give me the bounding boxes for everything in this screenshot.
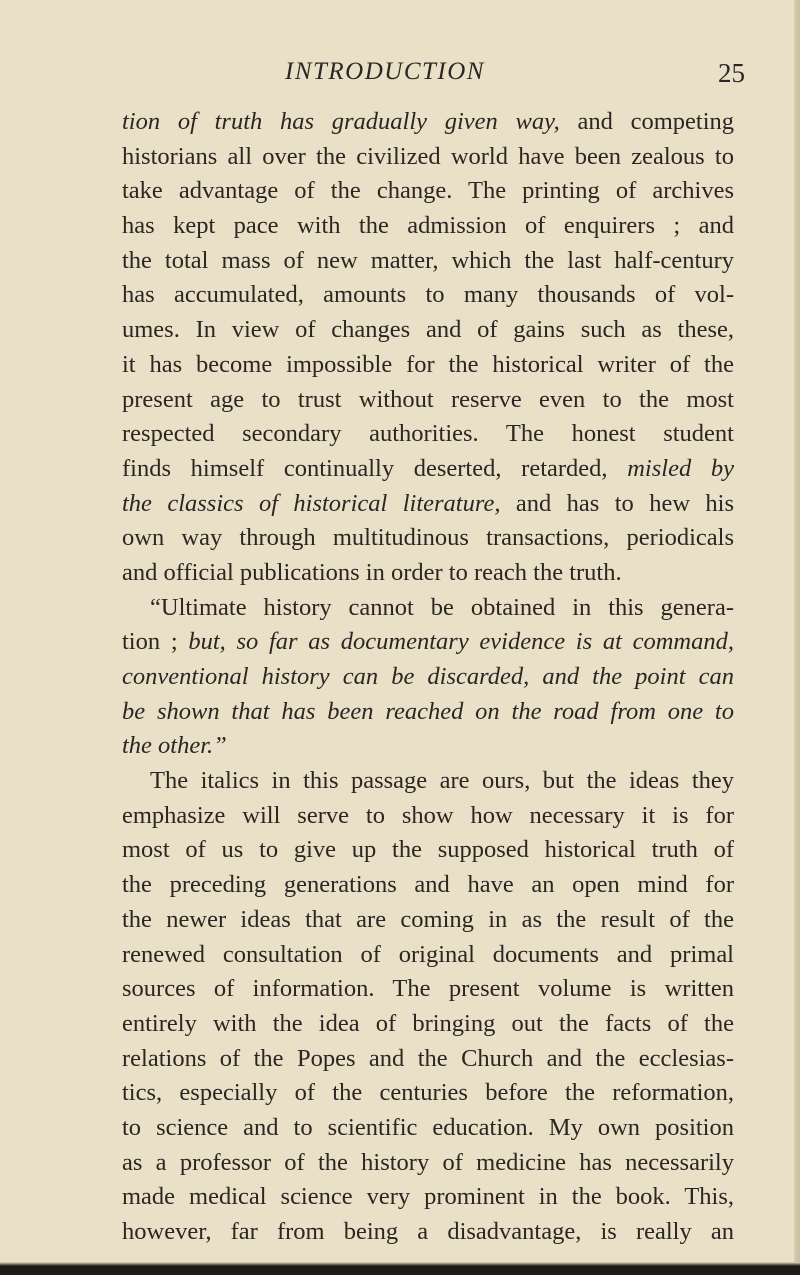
text-line	[122, 938, 734, 973]
text-segment: as a professor of the history of medicine has necessarily	[122, 1148, 734, 1176]
text-line	[122, 903, 734, 938]
italic-text: tion of truth has gradually given way,	[122, 108, 560, 135]
text-line	[122, 1007, 734, 1042]
text-line	[122, 1146, 734, 1181]
text-segment: and competing	[559, 108, 735, 135]
text-line	[122, 383, 734, 418]
text-line	[122, 660, 734, 695]
text-segment: The italics in this passage are ours, but the ideas they	[150, 767, 734, 795]
page-header	[0, 50, 800, 90]
text-segment: “Ultimate history cannot be obtained in this genera-	[150, 593, 734, 621]
text-segment: to science and to scientific education. My own position	[122, 1113, 734, 1141]
body-text	[122, 105, 734, 1250]
text-line	[122, 833, 734, 868]
italic-text: the classics of historical literature,	[122, 489, 501, 517]
text-segment: sources of information. The present volume is written	[122, 975, 734, 1003]
text-line	[122, 174, 734, 209]
text-line	[122, 625, 734, 660]
text-segment: finds himself continually deserted, retarded,	[122, 454, 628, 482]
text-segment: own way through multitudinous transactions, periodicals	[122, 524, 734, 552]
text-line	[122, 695, 734, 730]
bottom-edge	[0, 1262, 800, 1275]
text-line	[122, 140, 734, 175]
text-line	[122, 417, 734, 452]
italic-text: be shown that has been reached on the road from one to	[122, 697, 734, 725]
text-segment: entirely with the idea of bringing out the facts of the	[122, 1009, 734, 1037]
text-segment: and official publications in order to reach the truth.	[122, 558, 622, 586]
text-segment: most of us to give up the supposed historical truth of	[122, 836, 734, 864]
text-segment: the newer ideas that are coming in as the result of the	[122, 905, 734, 933]
text-line	[122, 487, 734, 522]
text-line	[122, 209, 734, 244]
page-edge	[794, 0, 800, 1275]
text-line	[122, 313, 734, 348]
running-head: INTRODUCTION	[285, 58, 485, 85]
text-segment: present age to trust without reserve even to the most	[122, 385, 734, 413]
text-line	[122, 348, 734, 383]
text-line	[122, 105, 734, 140]
text-segment: umes. In view of changes and of gains such as these,	[122, 316, 734, 344]
text-segment: renewed consultation of original documents and primal	[122, 940, 734, 968]
text-line	[122, 868, 734, 903]
text-line	[122, 1215, 734, 1250]
text-line	[122, 729, 734, 764]
text-segment: the total mass of new matter, which the last half-century	[122, 246, 734, 274]
text-line	[122, 764, 734, 799]
text-line	[122, 244, 734, 279]
text-line	[122, 278, 734, 313]
text-segment: has accumulated, amounts to many thousands of vol-	[122, 281, 734, 309]
text-line	[122, 452, 734, 487]
text-segment: the preceding generations and have an open mind for	[122, 871, 734, 899]
text-segment: emphasize will serve to show how necessary it is for	[122, 801, 734, 829]
text-segment: and has to hew his	[500, 489, 735, 517]
text-segment: however, far from being a disadvantage, is really an	[122, 1218, 734, 1245]
text-line	[122, 1180, 734, 1215]
page-number: 25	[718, 58, 745, 88]
text-segment: historians all over the civilized world have been zealous to	[122, 142, 734, 170]
italic-text: misled by	[627, 454, 735, 482]
text-line	[122, 1042, 734, 1077]
text-segment: has kept pace with the admission of enquirers ; and	[122, 212, 734, 240]
text-line	[122, 521, 734, 556]
text-segment: relations of the Popes and the Church and the ecclesias-	[122, 1044, 734, 1072]
text-segment: take advantage of the change. The printing of archives	[122, 177, 734, 205]
text-segment: tion ;	[122, 628, 189, 656]
text-segment: tics, especially of the centuries before the reformation,	[122, 1079, 734, 1107]
text-line	[122, 972, 734, 1007]
italic-text: the other.”	[122, 732, 227, 760]
text-line	[122, 799, 734, 834]
text-segment: respected secondary authorities. The honest student	[122, 420, 734, 448]
italic-text: but, so far as documentary evidence is at command,	[188, 628, 734, 656]
text-segment: made medical science very prominent in the book. This,	[122, 1183, 734, 1211]
text-line	[122, 1111, 734, 1146]
text-line	[122, 1076, 734, 1111]
text-line	[122, 591, 734, 626]
text-line	[122, 556, 734, 591]
italic-text: conventional history can be discarded, and the point can	[122, 663, 734, 690]
text-segment: it has become impossible for the historical writer of the	[122, 350, 734, 378]
